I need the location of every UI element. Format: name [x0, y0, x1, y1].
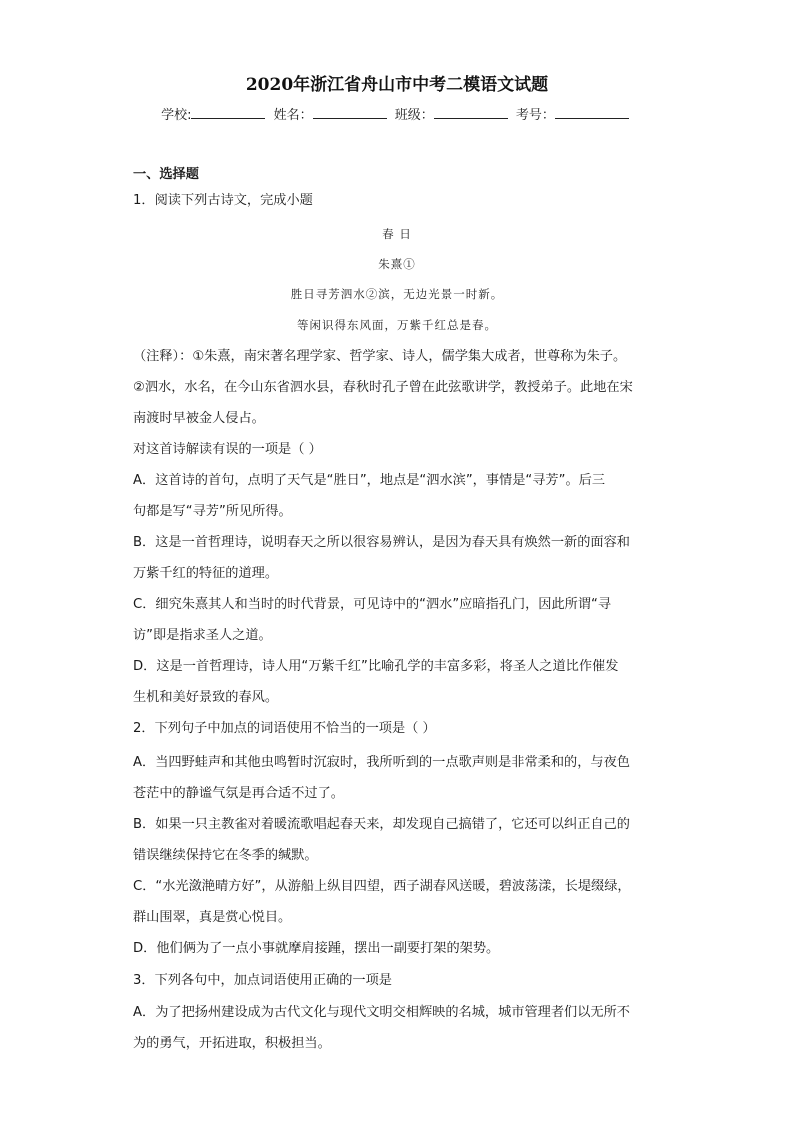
- option-line: C．细究朱熹其人和当时的时代背景，可见诗中的“泗水”应暗指孔门，因此所谓“寻: [133, 597, 612, 612]
- section-heading: 一、选择题: [133, 167, 199, 182]
- option-line: 为的勇气，开拓进取，积极担当。: [133, 1036, 331, 1051]
- exam-no-label: 考号：: [515, 108, 555, 123]
- option-line: B．这是一首哲理诗，说明春天之所以很容易辨认，是因为春天具有焕然一新的面容和: [133, 535, 630, 550]
- option-line: A．为了把扬州建设成为古代文化与现代文明交相辉映的名城，城市管理者们以无所不: [133, 1005, 630, 1020]
- name-blank[interactable]: [313, 106, 387, 119]
- note-line: 南渡时早被金人侵占。: [133, 411, 265, 426]
- exam-no-blank[interactable]: [555, 106, 629, 119]
- student-info-row: [0, 104, 794, 123]
- class-label: 班级：: [394, 108, 434, 123]
- poem-author: 朱熹①: [378, 257, 416, 271]
- option-line: C．“水光潋滟晴方好”，从游船上纵目四望，西子湖春风送暖，碧波荡漾，长堤缀绿，: [133, 879, 631, 894]
- question-1-prompt: 1．阅读下列古诗文，完成小题: [133, 193, 313, 208]
- option-line: 群山围翠，真是赏心悦目。: [133, 910, 292, 925]
- option-line: 访”即是指求圣人之道。: [133, 628, 272, 643]
- poem-line: 等闲识得东风面，万紫千红总是春。: [297, 318, 497, 332]
- option-line: 苍茫中的静谧气氛是再合适不过了。: [133, 786, 344, 801]
- option-line: 万紫千红的特征的道理。: [133, 566, 279, 581]
- option-line: A．当四野蛙声和其他虫鸣暂时沉寂时，我所听到的一点歌声则是非常柔和的，与夜色: [133, 755, 630, 770]
- option-line: D．这是一首哲理诗，诗人用“万紫千红”比喻孔学的丰富多彩，将圣人之道比作催发: [133, 659, 619, 674]
- option-line: 生机和美好景致的春风。: [133, 690, 279, 705]
- poem-line: 胜日寻芳泗水②滨，无边光景一时新。: [290, 287, 504, 301]
- option-line: D．他们俩为了一点小事就摩肩接踵，摆出一副要打架的架势。: [133, 941, 500, 956]
- class-blank[interactable]: [434, 106, 508, 119]
- question-3-prompt: 3．下列各句中，加点词语使用正确的一项是: [133, 973, 392, 988]
- option-line: A．这首诗的首句，点明了天气是“胜日”，地点是“泗水滨”，事情是“寻芳”。后三: [133, 473, 606, 488]
- name-label: 姓名：: [273, 108, 313, 123]
- question-1-stem: 对这首诗解读有误的一项是（ ）: [133, 442, 322, 457]
- page-title: 2020年浙江省舟山市中考二模语文试题: [245, 75, 549, 95]
- question-2-prompt: 2．下列句子中加点的词语使用不恰当的一项是（ ）: [133, 721, 436, 736]
- option-line: B．如果一只主教雀对着暖流歌唱起春天来，却发现自己搞错了，它还可以纠正自己的: [133, 817, 630, 832]
- note-line: （注释）：①朱熹，南宋著名理学家、哲学家、诗人，儒学集大成者，世尊称为朱子。: [133, 349, 627, 364]
- poem-title: 春 日: [382, 227, 412, 241]
- note-line: ②泗水，水名，在今山东省泗水县，春秋时孔子曾在此弦歌讲学，教授弟子。此地在宋: [133, 380, 633, 395]
- option-line: 错误继续保持它在冬季的缄默。: [133, 848, 318, 863]
- option-line: 句都是写“寻芳”所见所得。: [133, 504, 292, 519]
- school-label: 学校:: [161, 108, 192, 123]
- school-blank[interactable]: [191, 106, 265, 119]
